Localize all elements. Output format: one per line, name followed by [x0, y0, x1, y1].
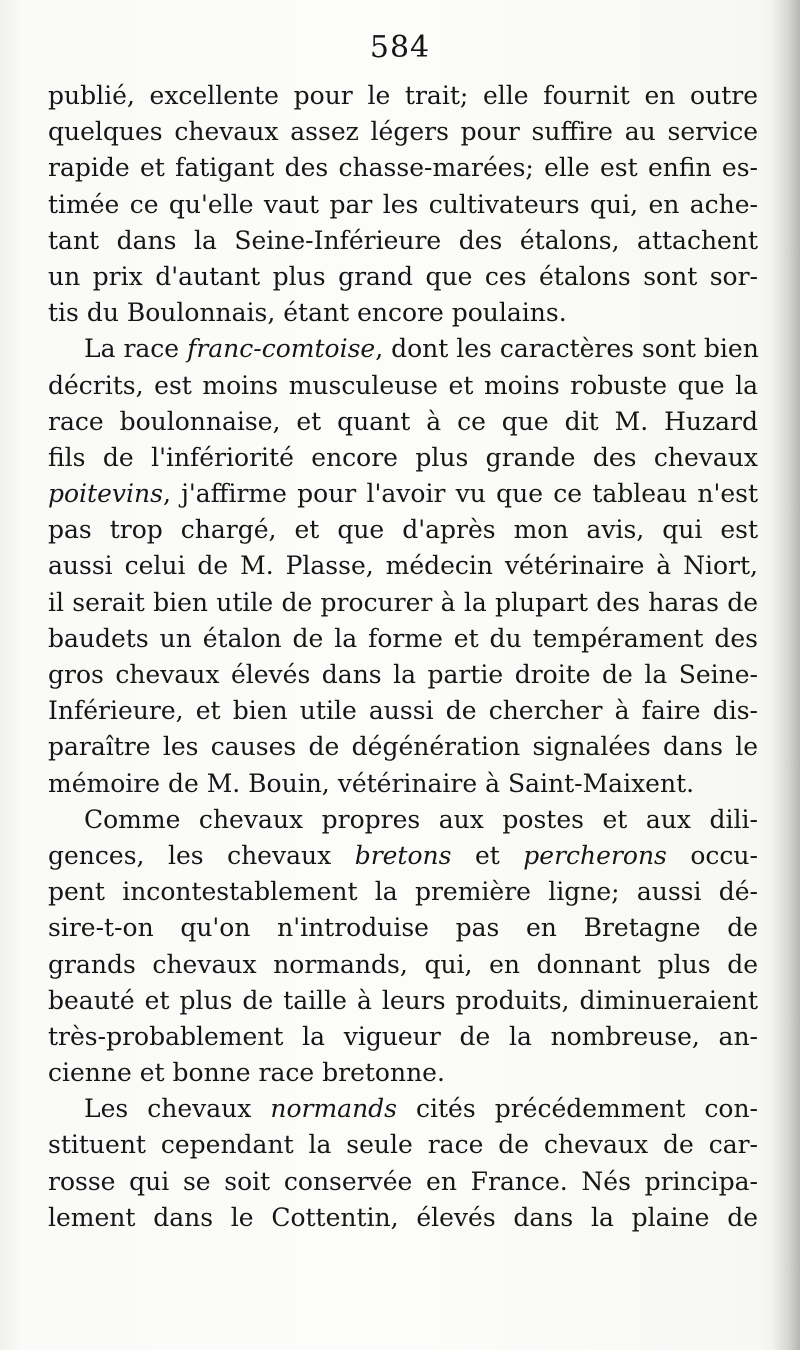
text-segment: décrits, est moins musculeuse et moins robuste que la	[48, 370, 758, 400]
text-line	[48, 1164, 758, 1200]
text-line	[48, 259, 758, 295]
text-segment: occu-	[666, 840, 758, 870]
text-segment: lement dans le Cottentin, élevés dans la plaine de	[48, 1202, 758, 1232]
text-segment: et	[451, 840, 524, 870]
text-segment: fils de l'infériorité encore plus grande des chevaux	[48, 442, 758, 472]
text-segment: Comme chevaux propres aux postes et aux dili-	[84, 804, 758, 834]
text-segment: pent incontestablement la première ligne; aussi dé-	[48, 877, 758, 907]
text-line	[48, 910, 758, 946]
page-edge-shadow	[772, 0, 800, 1350]
text-segment: sire-t-on qu'on n'introduise pas en Bretagne de	[48, 913, 758, 943]
text-segment: grands chevaux normands, qui, en donnant plus de	[48, 949, 758, 979]
text-segment: rapide et fatigant des chasse-marées; elle est enfin es-	[48, 153, 758, 183]
text-segment: , j'affirme pour l'avoir vu que ce tableau n'est	[162, 479, 758, 509]
text-line	[48, 1019, 758, 1055]
text-line	[48, 548, 758, 584]
text-line	[48, 331, 758, 367]
text-line	[48, 476, 758, 512]
text-segment: beauté et plus de taille à leurs produits, diminueraient	[48, 985, 758, 1015]
text-segment: Inférieure, et bien utile aussi de chercher à faire dis-	[48, 696, 758, 726]
text-line	[48, 947, 758, 983]
text-line	[48, 295, 758, 331]
text-segment: pas trop chargé, et que d'après mon avis, qui est	[48, 515, 758, 545]
text-line	[48, 223, 758, 259]
text-segment: rosse qui se soit conservée en France. Nés principa-	[48, 1166, 758, 1196]
text-line	[48, 729, 758, 765]
text-line	[48, 838, 758, 874]
text-segment: cienne et bonne race bretonne.	[48, 1058, 445, 1088]
text-line	[48, 766, 758, 802]
italic-term: normands	[270, 1094, 398, 1124]
text-segment: La race	[84, 334, 188, 364]
text-segment: il serait bien utile de procurer à la plupart des haras de	[48, 587, 758, 617]
text-line	[48, 187, 758, 223]
text-segment: paraître les causes de dégénération signalées dans le	[48, 732, 758, 762]
text-line	[48, 114, 758, 150]
text-segment: quelques chevaux assez légers pour suffire au service	[48, 117, 758, 147]
text-line	[48, 404, 758, 440]
text-line	[48, 693, 758, 729]
text-segment: gences, les chevaux	[48, 840, 355, 870]
text-line	[48, 585, 758, 621]
text-line	[48, 657, 758, 693]
italic-term: bretons	[354, 840, 452, 870]
text-segment: stituent cependant la seule race de chevaux de car-	[48, 1130, 758, 1160]
text-segment: gros chevaux élevés dans la partie droite de la Seine-	[48, 660, 758, 689]
text-line	[48, 78, 758, 114]
text-segment: Les chevaux	[84, 1094, 271, 1124]
text-segment: , dont les caractères sont bien	[375, 334, 759, 364]
italic-term: franc-comtoise	[187, 334, 376, 364]
body-text	[48, 78, 758, 1236]
text-segment: très-probablement la vigueur de la nombreuse, an-	[48, 1021, 758, 1051]
text-line	[48, 1091, 758, 1127]
text-segment: timée ce qu'elle vaut par les cultivateurs qui, en ache-	[48, 189, 758, 219]
text-line	[48, 802, 758, 838]
text-line	[48, 621, 758, 657]
italic-term: poitevins	[48, 479, 163, 509]
text-line	[48, 368, 758, 404]
text-segment: mémoire de M. Bouin, vétérinaire à Saint-Maixent.	[48, 768, 695, 798]
text-line	[48, 440, 758, 476]
text-segment: baudets un étalon de la forme et du tempérament des	[48, 623, 758, 653]
italic-term: percherons	[523, 840, 667, 870]
text-line	[48, 874, 758, 910]
text-segment: un prix d'autant plus grand que ces étalons sont sor-	[48, 261, 758, 291]
page-number: 584	[369, 30, 431, 65]
text-segment: tant dans la Seine-Inférieure des étalons, attachent	[48, 225, 758, 255]
text-line	[48, 983, 758, 1019]
text-segment: tis du Boulonnais, étant encore poulains.	[48, 298, 567, 328]
text-segment: cités précédemment con-	[397, 1094, 758, 1124]
text-line	[48, 150, 758, 186]
text-line	[48, 1200, 758, 1236]
text-segment: race boulonnaise, et quant à ce que dit M. Huzard	[48, 406, 758, 436]
text-line	[48, 512, 758, 548]
text-segment: publié, excellente pour le trait; elle fournit en outre	[48, 81, 758, 110]
text-line	[48, 1055, 758, 1091]
text-segment: aussi celui de M. Plasse, médecin vétérinaire à Niort,	[48, 551, 758, 581]
text-line	[48, 1127, 758, 1163]
